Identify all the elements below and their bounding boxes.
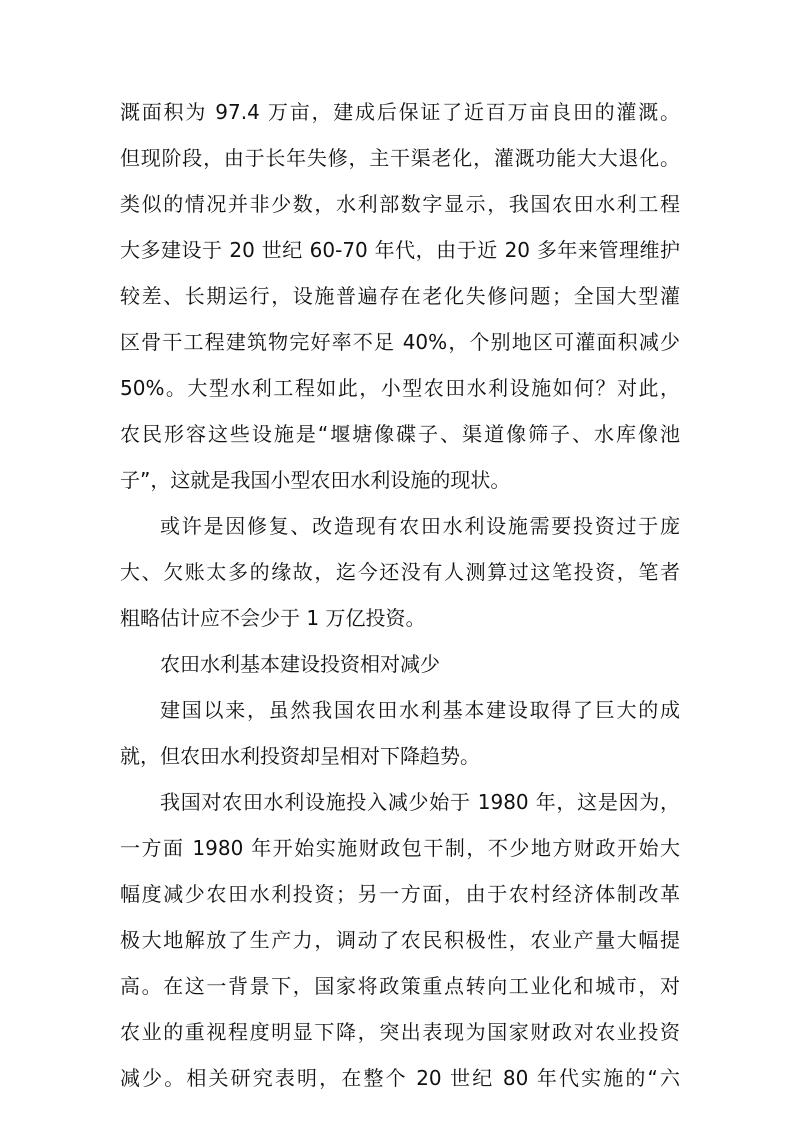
paragraph-line: 类似的情况并非少数，水利部数字显示，我国农田水利工程	[120, 192, 680, 216]
paragraph-line: 高。在这一背景下，国家将政策重点转向工业化和城市，对	[120, 974, 680, 998]
paragraph-line: 较差、长期运行，设施普遍存在老化失修问题；全国大型灌	[120, 284, 680, 308]
paragraph-line: 或许是因修复、改造现有农田水利设施需要投资过于庞	[160, 514, 680, 538]
paragraph-line: 粗略估计应不会少于 1 万亿投资。	[120, 606, 426, 630]
paragraph-line: 农业的重视程度明显下降，突出表现为国家财政对农业投资	[120, 1020, 680, 1044]
paragraph-line: 但现阶段，由于长年失修，主干渠老化，灌溉功能大大退化。	[120, 146, 680, 170]
paragraph-line: 极大地解放了生产力，调动了农民积极性，农业产量大幅提	[120, 928, 680, 952]
paragraph-line: 溉面积为 97.4 万亩，建成后保证了近百万亩良田的灌溉。	[120, 100, 680, 124]
section-heading: 农田水利基本建设投资相对减少	[160, 652, 440, 676]
paragraph-line: 一方面 1980 年开始实施财政包干制，不少地方财政开始大	[120, 836, 680, 860]
paragraph-line: 减少。相关研究表明，在整个 20 世纪 80 年代实施的“六	[120, 1066, 680, 1090]
paragraph-line: 我国对农田水利设施投入减少始于 1980 年，这是因为，	[160, 790, 680, 814]
paragraph-line: 大多建设于 20 世纪 60-70 年代，由于近 20 多年来管理维护	[120, 238, 680, 262]
paragraph-line: 幅度减少农田水利投资；另一方面，由于农村经济体制改革	[120, 882, 680, 906]
paragraph-line: 50%。大型水利工程如此，小型农田水利设施如何？对此，	[120, 376, 680, 400]
paragraph-line: 大、欠账太多的缘故，迄今还没有人测算过这笔投资，笔者	[120, 560, 680, 584]
paragraph-line: 就，但农田水利投资却呈相对下降趋势。	[120, 744, 480, 768]
paragraph-line: 建国以来，虽然我国农田水利基本建设取得了巨大的成	[160, 698, 680, 722]
paragraph-line: 农民形容这些设施是“堰塘像碟子、渠道像筛子、水库像池	[120, 422, 680, 446]
paragraph-line: 区骨干工程建筑物完好率不足 40%，个别地区可灌面积减少	[120, 330, 680, 354]
paragraph-line: 子”，这就是我国小型农田水利设施的现状。	[120, 468, 511, 492]
